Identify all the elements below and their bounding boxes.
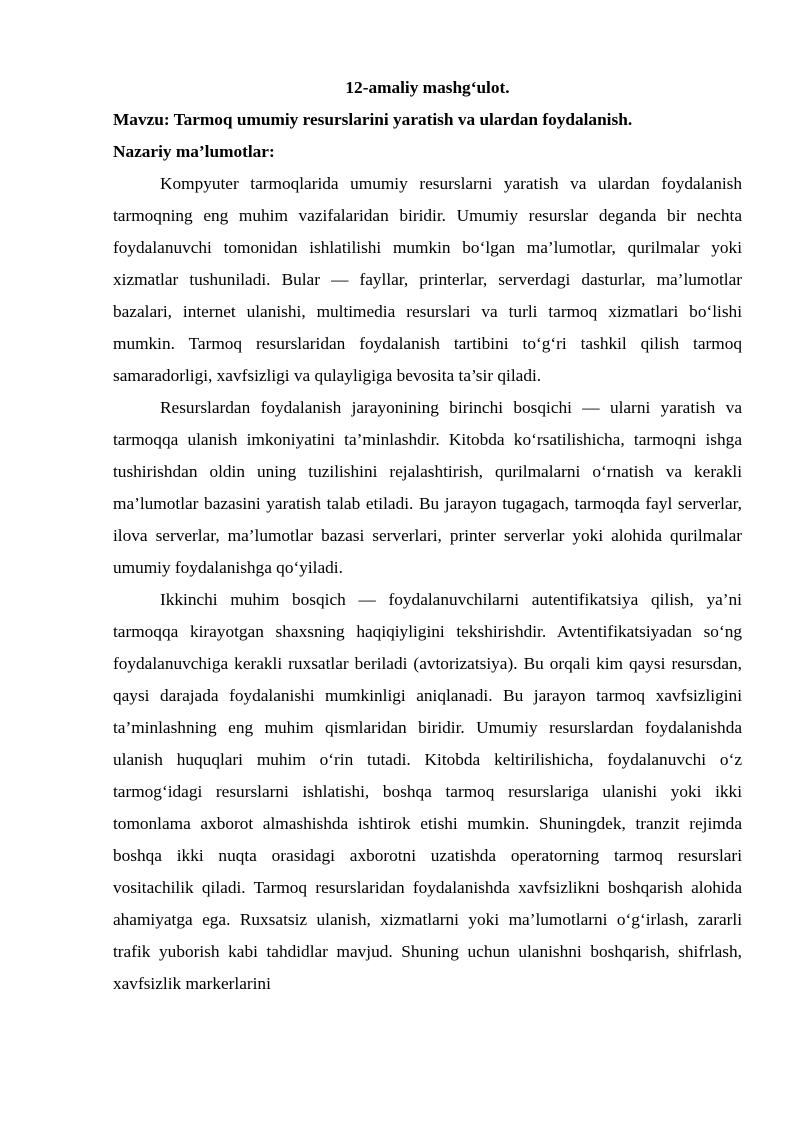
document-page bbox=[113, 72, 742, 1000]
document-title: 12-amaliy mashg‘ulot. bbox=[345, 78, 510, 97]
paragraph-3: Ikkinchi muhim bosqich — foydalanuvchilarni autentifikatsiya qilish, ya’ni tarmoqqa kirayotgan shaxsning haqiqiyligini tekshirishdir. Avtentifikatsiyadan so‘ng foydalanuvchiga kerakli ruxsatlar beriladi (avtorizatsiya). Bu orqali kim qaysi resursdan, qaysi darajada foydalanishi mumkinligi aniqlanadi. Bu jarayon tarmoq xavfsizligini ta’minlashning eng muhim qismlaridan biridir. Umumiy resurslardan foydalanishda ulanish huquqlari muhim o‘rin tutadi. Kitobda keltirilishicha, foydalanuvchi o‘z tarmog‘idagi resurslarni ishlatishi, boshqa tarmoq resurslariga ulanishi yoki ikki tomonlama axborot almashishda ishtirok etishi mumkin. Shuningdek, tranzit rejimda boshqa ikki nuqta orasidagi axborotni uzatishda operatorning tarmoq resurslari vositachilik qiladi. Tarmoq resurslaridan foydalanishda xavfsizlikni boshqarish alohida ahamiyatga ega. Ruxsatsiz ulanish, xizmatlarni yoki ma’lumotlarni o‘g‘irlash, zararli trafik yuborish kabi tahdidlar mavjud. Shuning uchun ulanishni boshqarish, shifrlash, xavfsizlik markerlarini bbox=[113, 590, 742, 993]
paragraph-2: Resurslardan foydalanish jarayonining birinchi bosqichi — ularni yaratish va tarmoqqa ulanish imkoniyatini ta’minlashdir. Kitobda ko‘rsatilishicha, tarmoqni ishga tushirishdan oldin uning tuzilishini rejalashtirish, qurilmalarni o‘rnatish va kerakli ma’lumotlar bazasini yaratish talab etiladi. Bu jarayon tugagach, tarmoqda fayl serverlar, ilova serverlar, ma’lumotlar bazasi serverlari, printer serverlar yoki alohida qurilmalar umumiy foydalanishga qo‘yiladi. bbox=[113, 398, 742, 577]
paragraph-1: Kompyuter tarmoqlarida umumiy resurslarni yaratish va ulardan foydalanish tarmoqning eng muhim vazifalaridan biridir. Umumiy resurslar deganda bir nechta foydalanuvchi tomonidan ishlatilishi mumkin bo‘lgan ma’lumotlar, qurilmalar yoki xizmatlar tushuniladi. Bular — fayllar, printerlar, serverdagi dasturlar, ma’lumotlar bazalari, internet ulanishi, multimedia resurslari va turli tarmoq xizmatlari bo‘lishi mumkin. Tarmoq resurslaridan foydalanish tartibini to‘g‘ri tashkil qilish tarmoq samaradorligi, xavfsizligi va qulayligiga bevosita ta’sir qiladi. bbox=[113, 174, 742, 385]
document-topic: Mavzu: Tarmoq umumiy resurslarini yaratish va ulardan foydalanish. bbox=[113, 110, 633, 129]
section-heading: Nazariy ma’lumotlar: bbox=[113, 142, 275, 161]
